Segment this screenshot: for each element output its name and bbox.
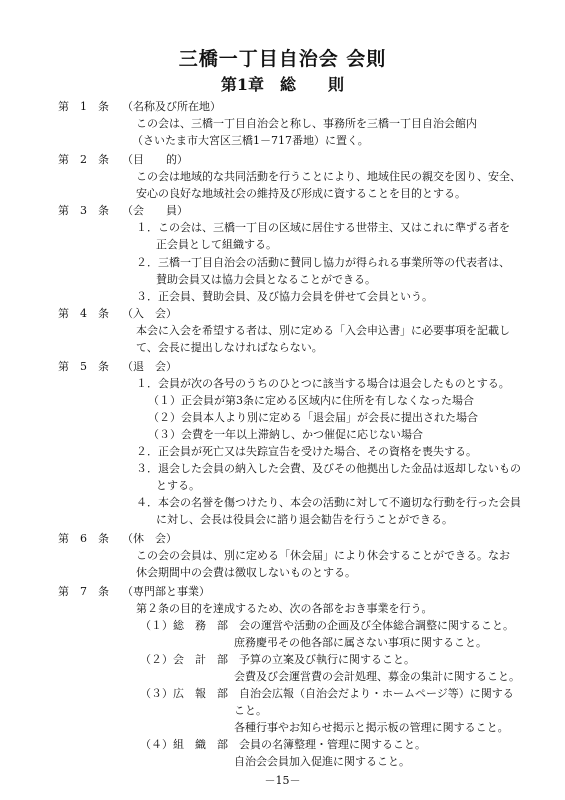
article-5-heading: （退 会）	[122, 360, 177, 373]
article-2-line-2: 安心の良好な地域社会の維持及び形成に資することを目的とする。	[136, 187, 466, 200]
article-4-line-1: 本会に入会を希望する者は、別に定める「入会申込書」に必要事項を記載し	[136, 324, 510, 337]
article-6-line-1: この会の会員は、別に定める「休会届」により休会することができる。なお	[136, 549, 510, 562]
article-7-line-7: こと。	[234, 704, 267, 717]
article-6-heading: （休 会）	[122, 532, 177, 545]
article-7-line-10: 自治会会員加入促進に関すること。	[234, 755, 410, 768]
article-3-line-1: １．この会は、三橋一丁目の区域に居住する世帯主、又はこれに準ずる者を	[136, 221, 510, 234]
page-title: 三橋一丁目自治会 会則	[178, 48, 387, 70]
article-7-line-3: 庶務慶弔その他各部に属さない事項に関すること。	[234, 636, 487, 649]
article-5-line-9: に対し、会長は役員会に諮り退会勧告を行うことができる。	[156, 513, 453, 526]
article-7-line-9: （４）組 織 部 会員の名簿整理・管理に関すること。	[140, 738, 426, 751]
article-6-number: 第 6 条	[58, 532, 109, 545]
article-7-line-6: （３）広 報 部 自治会広報（自治会だより・ホームページ等）に関する	[140, 687, 514, 700]
article-4-heading: （入 会）	[122, 307, 177, 320]
article-1-number: 第 1 条	[58, 100, 109, 113]
article-3-line-2: 正会員として組織する。	[156, 238, 277, 251]
article-5-line-3: （２）会員本人より別に定める「退会届」が会長に提出された場合	[148, 411, 478, 424]
article-7-number: 第 7 条	[58, 585, 109, 598]
article-3-number: 第 3 条	[58, 204, 109, 217]
article-1-heading: （名称及び所在地）	[122, 100, 221, 113]
article-3-heading: （会 員）	[122, 204, 188, 217]
article-7-line-5: 会費及び会運営費の会計処理、募金の集計に関すること。	[234, 670, 520, 683]
article-7-line-8: 各種行事やお知らせ掲示と掲示板の管理に関すること。	[234, 721, 509, 734]
article-3-line-5: ３．正会員、賛助会員、及び協力会員を併せて会員という。	[136, 290, 433, 303]
article-2-heading: （目 的）	[122, 153, 188, 166]
article-4-line-2: て、会長に提出しなければならない。	[136, 341, 323, 354]
article-6-line-2: 休会期間中の会費は徴収しないものとする。	[136, 566, 356, 579]
article-7-line-4: （２）会 計 部 予算の立案及び執行に関すること。	[140, 653, 415, 666]
article-7-line-2: （１）総 務 部 会の運営や活動の企画及び全体総合調整に関すること。	[140, 619, 514, 632]
article-5-line-2: （１）正会員が第3条に定める区域内に住所を有しなくなった場合	[148, 394, 474, 407]
article-1-line-2: （さいたま市大宮区三橋1－717番地）に置く。	[132, 134, 369, 147]
article-5-line-4: （３）会費を一年以上滞納し、かつ催促に応じない場合	[148, 428, 423, 441]
chapter-heading: 第1章 総 則	[220, 75, 345, 94]
article-1-line-1: この会は、三橋一丁目自治会と称し、事務所を三橋一丁目自治会館内	[136, 117, 477, 130]
article-3-line-3: ２．三橋一丁目自治会の活動に賛同し協力が得られる事業所等の代表者は、	[136, 256, 510, 269]
article-2-line-1: この会は地域的な共同活動を行うことにより、地域住民の親交を図り、安全、	[136, 170, 521, 183]
article-4-number: 第 4 条	[58, 307, 109, 320]
article-5-line-5: ２．正会員が死亡又は失踪宣告を受けた場合、その資格を喪失する。	[136, 445, 477, 458]
article-5-line-7: とする。	[156, 479, 200, 492]
article-5-line-1: １．会員が次の各号のうちのひとつに該当する場合は退会したものとする。	[136, 377, 510, 390]
article-5-line-6: ３．退会した会員の納入した会費、及びその他拠出した金品は返却しないもの	[136, 462, 521, 475]
page-number: －15－	[264, 774, 301, 787]
article-7-line-1: 第２条の目的を達成するため、次の各部をおき事業を行う。	[136, 602, 433, 615]
article-2-number: 第 2 条	[58, 153, 109, 166]
article-5-number: 第 5 条	[58, 360, 109, 373]
article-7-heading: （専門部と事業）	[122, 585, 210, 598]
article-5-line-8: ４．本会の名誉を傷つけたり、本会の活動に対して不適切な行動を行った会員	[136, 496, 521, 509]
article-3-line-4: 賛助会員又は協力会員となることができる。	[156, 273, 376, 286]
